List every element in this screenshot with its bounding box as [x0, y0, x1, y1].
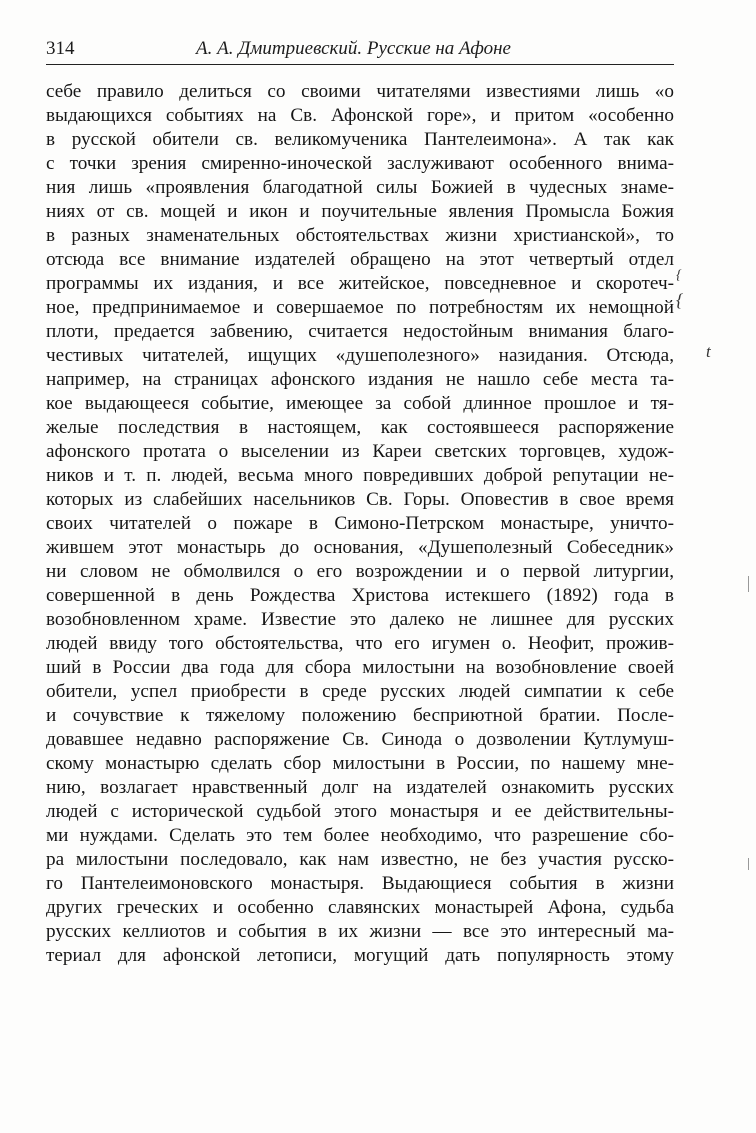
text-line: в русской обители св. великомученика Пантелеимона». А так как	[46, 129, 674, 150]
text-line: совершенной в день Рождества Христова истекшего (1892) года в	[46, 585, 674, 606]
text-line: честивых читателей, ищущих «душеполезного» назидания. Отсюда,	[46, 345, 674, 366]
text-line: нию, возлагает нравственный долг на издателей ознакомить русских	[46, 777, 674, 798]
text-line: скому монастырю сделать сбор милостыни в России, по нашему мне-	[46, 753, 674, 774]
running-title: А. А. Дмитриевский. Русские на Афоне	[196, 38, 511, 59]
margin-note: {	[676, 290, 684, 310]
body-text	[46, 80, 674, 968]
text-line: которых из слабейших насельников Св. Горы. Оповестив в свое время	[46, 489, 674, 510]
text-line: ное, предпринимаемое и совершаемое по потребностям их немощной	[46, 297, 674, 318]
text-line: людей с исторической судьбой этого монастыря и ее действительны-	[46, 801, 674, 822]
text-line: ра милостыни последовало, как нам известно, не без участия русско-	[46, 849, 674, 870]
text-line: своих читателей о пожаре в Симоно-Петрском монастыре, уничто-	[46, 513, 674, 534]
margin-note: t	[706, 342, 711, 361]
text-line: афонского протата о выселении из Кареи светских торговцев, худож-	[46, 441, 674, 462]
text-line: довавшее недавно распоряжение Св. Синода о дозволении Кутлумуш-	[46, 729, 674, 750]
text-line: териал для афонской летописи, могущий дать популярность этому	[46, 945, 674, 966]
text-line: плоти, предается забвению, считается недостойным внимания благо-	[46, 321, 674, 342]
text-line: ми нуждами. Сделать это тем более необходимо, что разрешение сбо-	[46, 825, 674, 846]
text-line: других греческих и особенно славянских монастырей Афона, судьба	[46, 897, 674, 918]
text-line: ниях от св. мощей и икон и поучительные явления Промысла Божия	[46, 201, 674, 222]
text-line: го Пантелеимоновского монастыря. Выдающиеся события в жизни	[46, 873, 674, 894]
scan-speck	[748, 576, 749, 592]
text-line: жившем этот монастырь до основания, «Душеполезный Собеседник»	[46, 537, 674, 558]
header-rule	[46, 64, 674, 65]
text-line: людей ввиду того обстоятельства, что его игумен о. Неофит, прожив-	[46, 633, 674, 654]
text-line: ников и т. п. людей, весьма много повредивших доброй репутации не-	[46, 465, 674, 486]
page-header	[46, 38, 674, 68]
text-line: отсюда все внимание издателей обращено на этот четвертый отдел	[46, 249, 674, 270]
text-line: с точки зрения смиренно-иноческой заслуживают особенного внима-	[46, 153, 674, 174]
text-line: ни словом не обмолвился о его возрождении и о первой литургии,	[46, 561, 674, 582]
text-line: себе правило делиться со своими читателями известиями лишь «о	[46, 81, 674, 102]
text-line: русских келлиотов и события в их жизни — все это интересный ма-	[46, 921, 674, 942]
page-number: 314	[46, 38, 75, 59]
text-line: обители, успел приобрести в среде русских людей симпатии к себе	[46, 681, 674, 702]
scan-speck	[748, 858, 749, 870]
text-line: ния лишь «проявления благодатной силы Божией в чудесных знаме-	[46, 177, 674, 198]
text-line: программы их издания, и все житейское, повседневное и скоротеч-	[46, 273, 674, 294]
text-line: кое выдающееся событие, имеющее за собой длинное прошлое и тя-	[46, 393, 674, 414]
text-line: например, на страницах афонского издания не нашло себе места та-	[46, 369, 674, 390]
text-line: возобновленном храме. Известие это далеко не лишнее для русских	[46, 609, 674, 630]
text-line: ший в России два года для сбора милостыни на возобновление своей	[46, 657, 674, 678]
text-line: и сочувствие к тяжелому положению бесприютной братии. После-	[46, 705, 674, 726]
text-line: в разных знаменательных обстоятельствах жизни христианской», то	[46, 225, 674, 246]
text-line: выдающихся событиях на Св. Афонской горе», и притом «особенно	[46, 105, 674, 126]
text-line: желые последствия в настоящем, как состоявшееся распоряжение	[46, 417, 674, 438]
margin-note: {	[676, 268, 682, 283]
